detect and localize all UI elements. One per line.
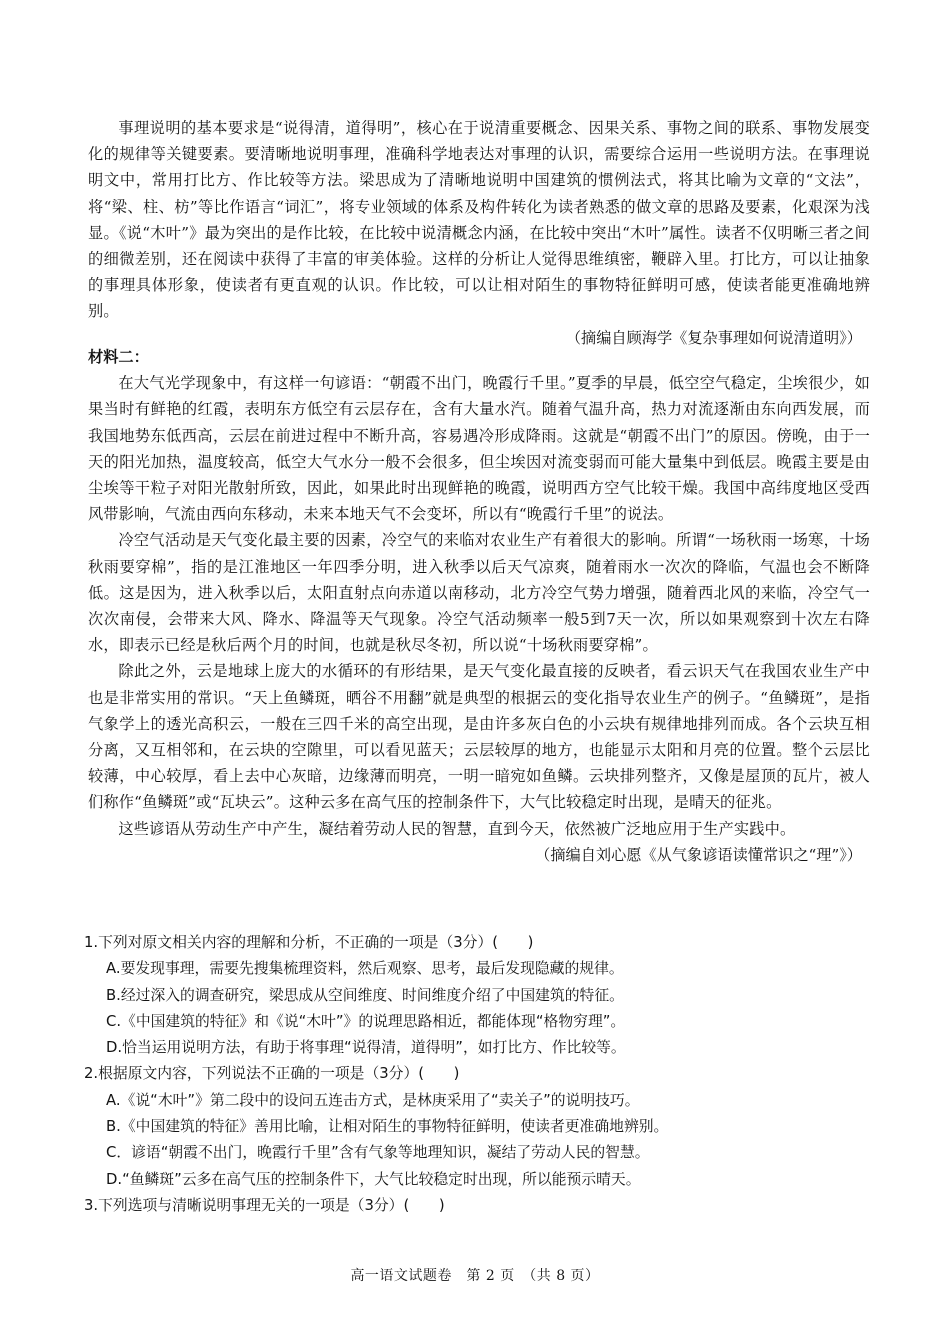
material-two [88, 344, 870, 868]
material-two-paragraph-1: 在大气光学现象中，有这样一句谚语：“朝霞不出门，晚霞行千里。”夏季的早晨，低空空气稳定，尘埃很少，如果当时有鲜艳的红霞，表明东方低空有云层存在，含有大量水汽。随着气温升高，热力对流逐渐由东向西发展，而我国地势东低西高，云层在前进过程中不断升高，容易遇冷形成降雨。这就是“朝霞不出门”的原因。傍晚，由于一天的阳光加热，温度较高，低空大气水分一般不会很多，但尘埃因对流变弱而可能大量集中到低层。晚霞主要是由尘埃等干粒子对阳光散射所致，因此，如果此时出现鲜艳的晚霞，说明西方空气比较干燥。我国中高纬度地区受西风带影响，气流由西向东移动，未来本地天气不会变坏，所以有“晚霞行千里”的说法。 [88, 374, 870, 524]
material-one-source: （摘编自顾海学《复杂事理如何说清道明》） [565, 328, 862, 347]
question-2-option-c[interactable]: C．谚语“朝霞不出门，晚霞行千里”含有气象等地理知识，凝结了劳动人民的智慧。 [106, 1144, 650, 1162]
material-one-paragraph: 事理说明的基本要求是“说得清，道得明”，核心在于说清重要概念、因果关系、事物之间的联系、事物发展变化的规律等关键要素。要清晰地说明事理，准确科学地表达对事理的认识，需要综合运用一些说明方法。在事理说明文中，常用打比方、作比较等方法。梁思成为了清晰地说明中国建筑的惯例法式，将其比喻为文章的“文法”，将“梁、柱、枋”等比作语言“词汇”，将专业领域的体系及构件转化为读者熟悉的做文章的思路及要素，化艰深为浅显。《说“木叶”》最为突出的是作比较，在比较中说清概念内涵，在比较中突出“木叶”属性。读者不仅明晰三者之间的细微差别，还在阅读中获得了丰富的审美体验。这样的分析让人觉得思维缜密，鞭辟入里。打比方，可以让抽象的事理具体形象，使读者有更直观的认识。作比较，可以让相对陌生的事物特征鲜明可感，使读者能更准确地辨别。 [88, 119, 870, 321]
question-3-stem: 3.下列选项与清晰说明事理无关的一项是（3分）( ) [84, 1196, 445, 1214]
question-2-option-b[interactable]: B.《中国建筑的特征》善用比喻，让相对陌生的事物特征鲜明，使读者更准确地辨别。 [106, 1118, 669, 1136]
question-1-option-d[interactable]: D.恰当运用说明方法，有助于将事理“说得清，道得明”，如打比方、作比较等。 [106, 1039, 626, 1057]
material-two-paragraph-4: 这些谚语从劳动生产中产生，凝结着劳动人民的智慧，直到今天，依然被广泛地应用于生产实践中。 [118, 819, 796, 838]
question-2-option-d[interactable]: D.“鱼鳞斑”云多在高气压的控制条件下，大气比较稳定时出现，所以能预示晴天。 [106, 1170, 641, 1188]
question-1-option-b[interactable]: B.经过深入的调查研究，梁思成从空间维度、时间维度介绍了中国建筑的特征。 [106, 986, 624, 1004]
question-1-option-a[interactable]: A.要发现事理，需要先搜集梳理资料，然后观察、思考，最后发现隐藏的规律。 [106, 960, 624, 978]
material-one [88, 115, 870, 351]
page-footer: 高一语文试题卷 第 2 页 （共 8 页） [350, 1268, 600, 1284]
questions [84, 930, 874, 1219]
question-1-stem: 1.下列对原文相关内容的理解和分析，不正确的一项是（3分）( ) [84, 934, 534, 951]
question-2-option-a[interactable]: A.《说“木叶”》第二段中的设问五连击方式，是林庚采用了“卖关子”的说明技巧。 [106, 1091, 640, 1109]
material-two-paragraph-2: 冷空气活动是天气变化最主要的因素，冷空气的来临对农业生产有着很大的影响。所谓“一场秋雨一场寒，十场秋雨要穿棉”，指的是江淮地区一年四季分明，进入秋季以后天气凉爽，随着雨水一次次的降临，气温也会不断降低。这是因为，进入秋季以后，太阳直射点向赤道以南移动，北方冷空气势力增强，随着西北风的来临，冷空气一次次南侵，会带来大风、降水、降温等天气现象。冷空气活动频率一般5到7天一次，所以如果观察到十次左右降水，即表示已经是秋后两个月的时间，也就是秋尽冬初，所以说“十场秋雨要穿棉”。 [88, 531, 870, 655]
material-two-source: （摘编自刘心愿《从气象谚语读懂常识之“理”》） [535, 845, 862, 864]
material-two-paragraph-3: 除此之外，云是地球上庞大的水循环的有形结果，是天气变化最直接的反映者，看云识天气在我国农业生产中也是非常实用的常识。“天上鱼鳞斑，晒谷不用翻”就是典型的根据云的变化指导农业生产的例子。“鱼鳞斑”，是指气象学上的透光高积云，一般在三四千米的高空出现，是由许多灰白色的小云块有规律地排列而成。各个云块互相分离，又互相邻和，在云块的空隙里，可以看见蓝天；云层较厚的地方，也能显示太阳和月亮的位置。整个云层比较薄，中心较厚，看上去中心灰暗，边缘薄而明亮，一明一暗宛如鱼鳞。云块排列整齐，又像是屋顶的瓦片，被人们称作“鱼鳞斑”或“瓦块云”。这种云多在高气压的控制条件下，大气比较稳定时出现，是晴天的征兆。 [88, 662, 870, 812]
question-2-stem: 2.根据原文内容，下列说法不正确的一项是（3分）( ) [84, 1065, 460, 1083]
material-two-heading: 材料二： [88, 348, 149, 366]
question-1-option-c[interactable]: C.《中国建筑的特征》和《说“木叶”》的说理思路相近，都能体现“格物穷理”。 [106, 1012, 626, 1030]
